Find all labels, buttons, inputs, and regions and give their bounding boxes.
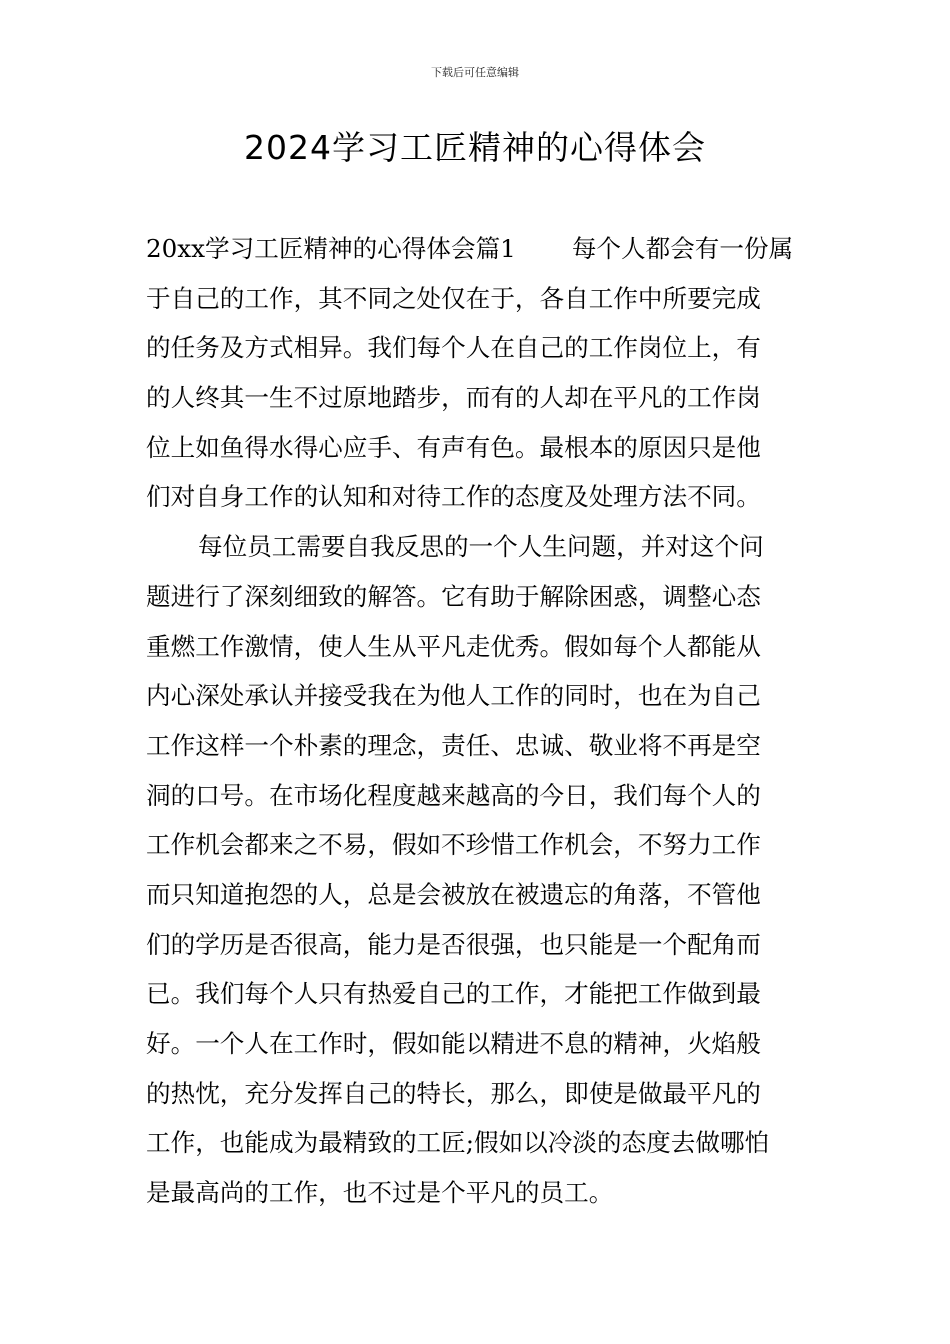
document-body xyxy=(146,224,810,1218)
paragraph-line: 的热忱，充分发挥自己的特长，那么，即使是做最平凡的 xyxy=(146,1078,761,1108)
paragraph-line: 已。我们每个人只有热爱自己的工作，才能把工作做到最 xyxy=(146,979,761,1009)
paragraph-line: 而只知道抱怨的人，总是会被放在被遗忘的角落，不管他 xyxy=(146,879,761,909)
paragraph-line: 们对自身工作的认知和对待工作的态度及处理方法不同。 xyxy=(146,482,761,512)
paragraph-line: 于自己的工作，其不同之处仅在于，各自工作中所要完成 xyxy=(146,283,761,313)
paragraph-line: 好。一个人在工作时，假如能以精进不息的精神，火焰般 xyxy=(146,1029,761,1058)
document-title: 2024学习工匠精神的心得体会 xyxy=(244,128,706,167)
paragraph-line: 位上如鱼得水得心应手、有声有色。最根本的原因只是他 xyxy=(146,432,761,462)
paragraph-line: 工作机会都来之不易，假如不珍惜工作机会，不努力工作 xyxy=(146,830,761,860)
header-note: 下载后可任意编辑 xyxy=(431,66,519,79)
paragraph-line: 题进行了深刻细致的解答。它有助于解除困惑，调整心态 xyxy=(146,581,761,611)
section-heading: 20xx学习工匠精神的心得体会篇1 xyxy=(146,234,516,263)
paragraph-line: 内心深处承认并接受我在为他人工作的同时，也在为自己 xyxy=(146,681,761,711)
paragraph-line: 工作，也能成为最精致的工匠;假如以冷淡的态度去做哪怕 xyxy=(146,1128,770,1158)
paragraph-line: 洞的口号。在市场化程度越来越高的今日，我们每个人的 xyxy=(146,780,761,810)
paragraph-line: 重燃工作激情，使人生从平凡走优秀。假如每个人都能从 xyxy=(146,631,761,661)
paragraph-line: 们的学历是否很高，能力是否很强，也只能是一个配角而 xyxy=(146,929,761,959)
paragraph-1 xyxy=(146,224,810,522)
paragraph-line: 每位员工需要自我反思的一个人生问题，并对这个问 xyxy=(198,532,764,562)
paragraph-line: 工作这样一个朴素的理念，责任、忠诚、敬业将不再是空 xyxy=(146,730,761,760)
paragraph-line: 的任务及方式相异。我们每个人在自己的工作岗位上，有 xyxy=(146,333,761,363)
paragraph-line: 的人终其一生不过原地踏步，而有的人却在平凡的工作岗 xyxy=(146,383,761,413)
paragraph-line xyxy=(146,224,810,274)
paragraph-line: 是最高尚的工作，也不过是个平凡的员工。 xyxy=(146,1178,614,1208)
paragraph-1-line-1: 每个人都会有一份属 xyxy=(571,234,794,263)
paragraph-2 xyxy=(146,522,810,1218)
